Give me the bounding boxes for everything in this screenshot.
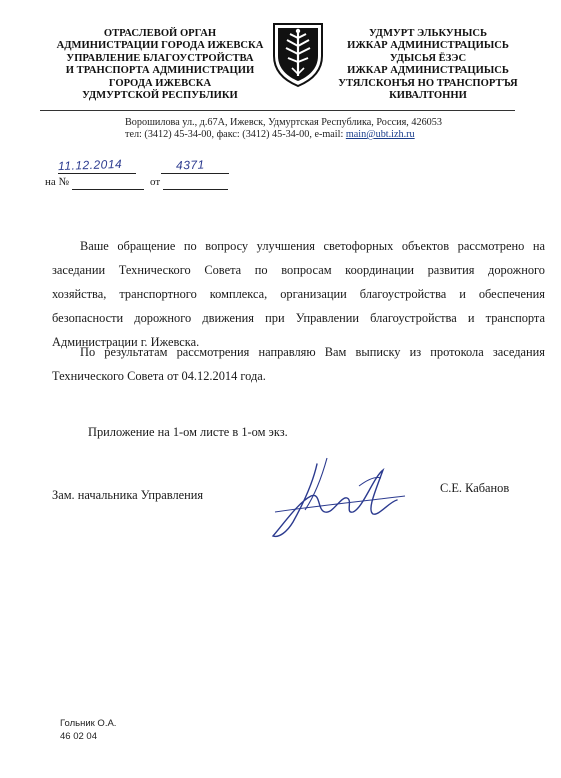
handwritten-signature [255,452,415,547]
executor-name: Гольник О.А. [60,718,117,729]
izhevsk-coat-of-arms-icon [268,18,328,88]
header-divider [40,110,515,111]
header-left-line: ОТРАСЛЕВОЙ ОРГАН [103,28,217,39]
header-right-line: КИВАЛТОННИ [389,90,467,102]
paragraph-line: Технического Совета от 04.12.2014 года. [52,369,266,383]
signer-name: С.Е. Кабанов [440,481,510,495]
header-right-block [328,28,528,102]
from-underline [163,189,228,190]
header-left-line: ГОРОДА ИЖЕВСКА [108,77,212,89]
header-left-line: УДМУРТСКОЙ РЕСПУБЛИКИ [82,90,238,102]
phone-fax-text: тел: (3412) 45-34-00, факс: (3412) 45-34-00, e-mail: [125,129,346,140]
paragraph-line: безопасности дорожного движения при Управлении благоустройства и транспорта [52,311,545,325]
email-link[interactable]: main@ubt.izh.ru [345,129,415,140]
handwritten-date: 11.12.2014 [57,156,123,174]
handwritten-number: 4371 [175,157,205,173]
header-left-line: УПРАВЛЕНИЕ БЛАГОУСТРОЙСТВА [66,52,254,64]
header-left-line: И ТРАНСПОРТА АДМИНИСТРАЦИИ [65,65,255,77]
on-number-underline [72,189,144,190]
header-left-block [40,28,280,102]
phone-line [125,129,415,140]
paragraph-line: По результатам рассмотрения направляю Вам выписку из протокола заседания [80,345,545,359]
executor-phone: 46 02 04 [60,731,97,742]
paragraph-line: заседании Технического Совета по вопросам координации развития дорожного [52,263,545,277]
from-label: от [150,176,161,188]
date-underline [58,173,136,174]
header-right-line: УДМУРТ ЭЛЬКУНЫСЬ [368,28,488,39]
body-paragraph-2 [52,340,545,388]
header-right-line: УДЫСЬЯ ЁЗЭС [389,52,467,64]
header-right-line: ИЖКАР АДМИНИСТРАЦИЫСЬ [347,40,509,52]
on-number-label: на № [45,176,70,188]
address-line: Ворошилова ул., д.67А, Ижевск, Удмуртская Республика, Россия, 426053 [125,117,442,128]
paragraph-line: Администрации г. Ижевска. [52,335,200,349]
paragraph-line: Ваше обращение по вопросу улучшения светофорных объектов рассмотрено на [80,239,545,253]
paragraph-line: хозяйства, транспортного комплекса, организации благоустройства и обеспечения [52,287,545,301]
number-underline [161,173,229,174]
attachment-note: Приложение на 1-ом листе в 1-ом экз. [88,425,288,439]
header-left-line: АДМИНИСТРАЦИИ ГОРОДА ИЖЕВСКА [56,40,264,52]
signer-position: Зам. начальника Управления [52,488,204,502]
body-paragraph-1 [52,234,545,354]
header-right-line: УТЯЛСКОНЪЯ НО ТРАНСПОРТЪЯ [338,77,518,89]
header-right-line: ИЖКАР АДМИНИСТРАЦИЫСЬ [347,65,509,77]
